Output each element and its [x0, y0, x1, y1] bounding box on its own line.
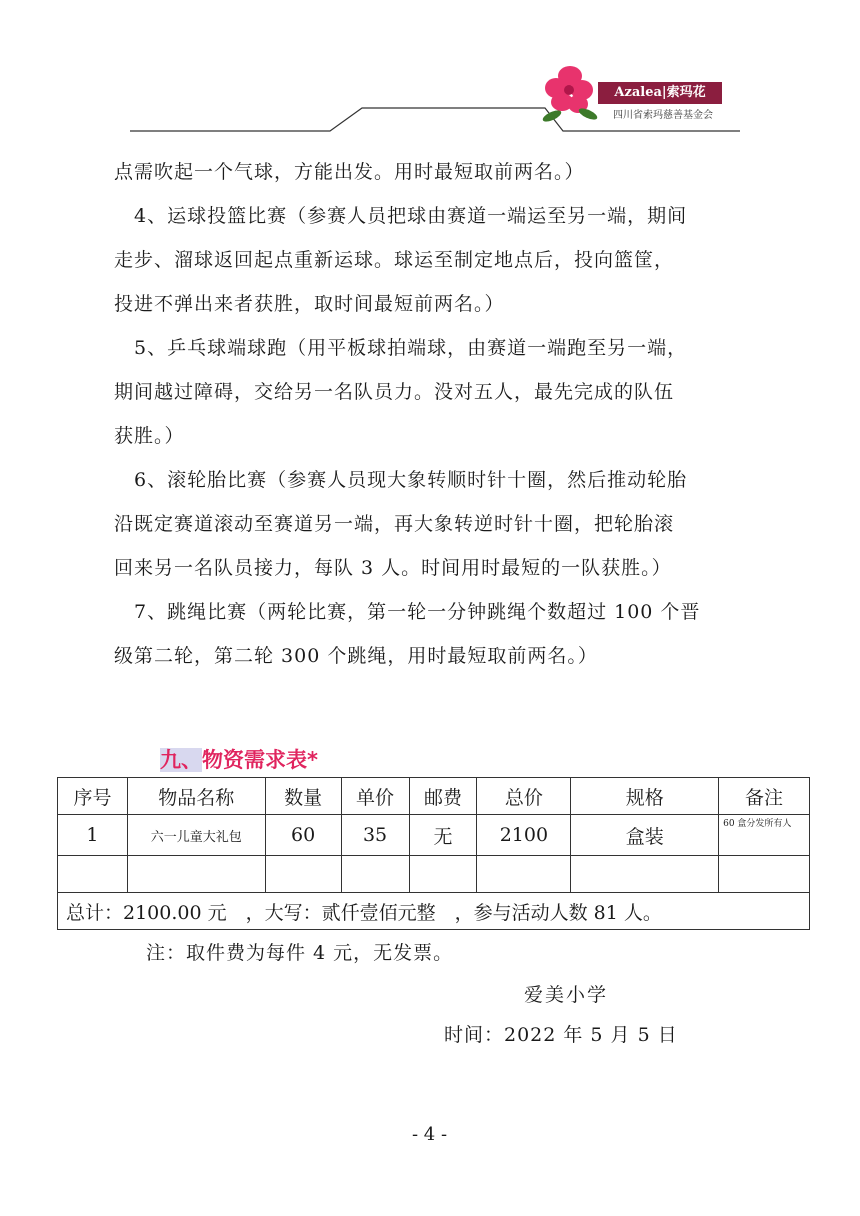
section-title — [160, 744, 318, 774]
paragraph-item-4 — [114, 194, 754, 326]
text-line: 5、乒乓球端球跑（用平板球拍端球，由赛道一端跑至另一端， — [114, 337, 688, 359]
header-cell: 序号 — [58, 778, 128, 815]
text-line: 走步、溜球返回起点重新运球。球运至制定地点后，投向篮筐， — [114, 249, 675, 271]
table-total-row — [58, 893, 810, 930]
table-cell: 60 — [265, 815, 341, 856]
header-cell: 数量 — [265, 778, 341, 815]
text-line: 级第二轮，第二轮 300 个跳绳，用时最短取前两名。） — [114, 645, 598, 667]
materials-table — [57, 777, 810, 930]
header-cell: 单价 — [341, 778, 409, 815]
paragraph-item-5 — [114, 326, 754, 458]
text-line: 获胜。） — [114, 425, 185, 447]
text-line: 回来另一名队员接力，每队 3 人。时间用时最短的一队获胜。） — [114, 557, 672, 579]
text-line: 6、滚轮胎比赛（参赛人员现大象转顺时针十圈，然后推动轮胎 — [114, 469, 688, 491]
table-row — [58, 815, 810, 856]
table-cell — [571, 856, 719, 893]
header-cell: 规格 — [571, 778, 719, 815]
logo-brand: Azalea|索玛花 — [598, 82, 722, 104]
table-cell: 1 — [58, 815, 128, 856]
section-title-text: 物资需求表* — [202, 748, 318, 772]
table-row — [58, 856, 810, 893]
foundation-logo — [540, 60, 725, 128]
note-text: 注：取件费为每件 4 元，无发票。 — [146, 942, 454, 964]
text-line: 沿既定赛道滚动至赛道另一端，再大象转逆时针十圈，把轮胎滚 — [114, 513, 675, 535]
paragraph-item-7 — [114, 590, 754, 678]
text-line: 4、运球投篮比赛（参赛人员把球由赛道一端运至另一端，期间 — [114, 205, 688, 227]
table-total: 总计：2100.00 元 ，大写：贰仟壹佰元整 ，参与活动人数 81 人。 — [58, 893, 810, 930]
school-name: 爱美小学 — [524, 984, 609, 1006]
header-divider — [0, 0, 860, 140]
logo-org-name: 四川省索玛慈善基金会 — [613, 110, 713, 121]
paragraph-intro — [114, 150, 754, 194]
header-cell: 总价 — [477, 778, 571, 815]
table-cell — [127, 856, 265, 893]
text-line: 7、跳绳比赛（两轮比赛，第一轮一分钟跳绳个数超过 100 个晋 — [114, 601, 701, 623]
table-cell: 无 — [409, 815, 477, 856]
table-cell: 2100 — [477, 815, 571, 856]
table-cell: 盒装 — [571, 815, 719, 856]
table-cell — [58, 856, 128, 893]
table-cell: 60 盒分发所有人 — [719, 815, 810, 856]
page-number: - 4 - — [412, 1124, 448, 1145]
header-cell: 备注 — [719, 778, 810, 815]
date-text: 时间：2022 年 5 月 5 日 — [444, 1024, 678, 1046]
header-cell: 邮费 — [409, 778, 477, 815]
table-cell: 六一儿童大礼包 — [127, 815, 265, 856]
table-header-row — [58, 778, 810, 815]
table-cell — [409, 856, 477, 893]
header-cell: 物品名称 — [127, 778, 265, 815]
paragraph-item-6 — [114, 458, 754, 590]
table-cell — [265, 856, 341, 893]
text-line: 期间越过障碍，交给另一名队员力。没对五人，最先完成的队伍 — [114, 381, 675, 403]
table-cell: 35 — [341, 815, 409, 856]
table-cell — [477, 856, 571, 893]
table-cell — [719, 856, 810, 893]
section-number: 九、 — [160, 748, 202, 772]
text-line: 点需吹起一个气球，方能出发。用时最短取前两名。） — [114, 161, 585, 183]
text-line: 投进不弹出来者获胜，取时间最短前两名。） — [114, 293, 505, 315]
table-cell — [341, 856, 409, 893]
